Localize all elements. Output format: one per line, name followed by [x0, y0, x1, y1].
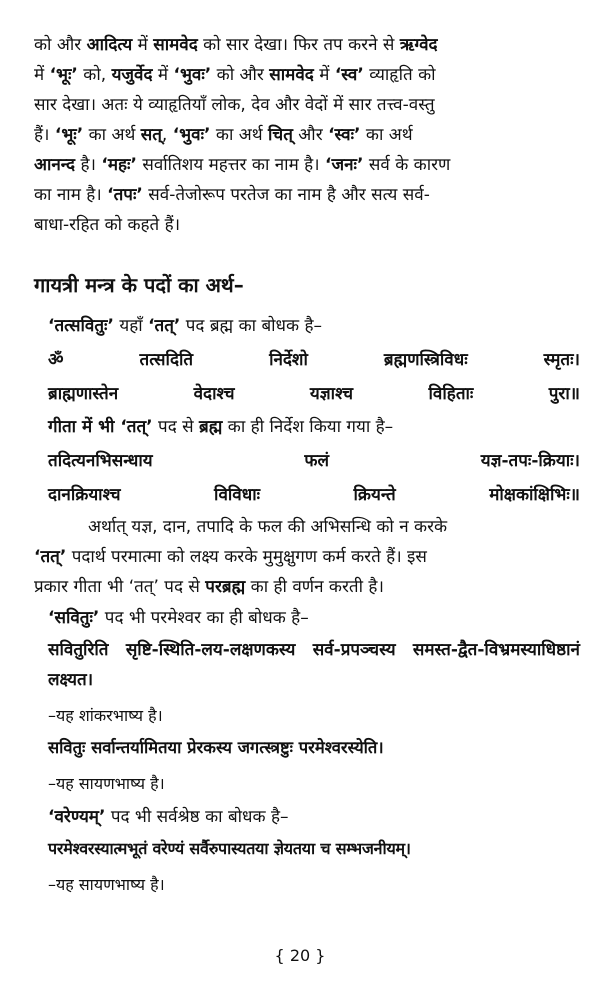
gita-verse-1-line-1: ॐ तत्सदिति निर्देशो ब्रह्मणस्त्रिविधः स्मृतः।	[48, 350, 580, 370]
intro-line: आनन्द है। ‘महः’ सर्वातिशय महत्तर का नाम है। ‘जनः’ सर्व के कारण	[34, 155, 451, 175]
savituh-intro: ‘सवितुः’ पद भी परमेश्वर का ही बोधक है–	[48, 608, 309, 628]
tatsavituh-intro: ‘तत्सवितुः’ यहाँ ‘तत्’ पद ब्रह्म का बोधक है–	[48, 316, 322, 336]
shankara-source: –यह शांकरभाष्य है।	[48, 706, 163, 725]
page-number: { 20 }	[274, 946, 326, 965]
gita-verse-1-line-2: ब्राह्मणास्तेन वेदाश्च यज्ञाश्च विहिताः पुरा॥	[48, 384, 580, 404]
sayana-quote-1: सवितुः सर्वान्तर्यामितया प्रेरकस्य जगत्स्त्रष्टुः परमेश्वरस्येति।	[48, 738, 384, 757]
sayana-source-2: –यह सायणभाष्य है।	[48, 875, 165, 894]
intro-line: सार देखा। अतः ये व्याहृतियाँ लोक, देव और वेदों में सार तत्त्व-वस्तु	[34, 95, 435, 115]
shankara-quote: सवितुरिति सृष्टि-स्थिति-लय-लक्षणकस्य सर्व-प्रपञ्चस्य समस्त-द्वैत-विभ्रमस्याधिष्ठानं लक्ष्यत।	[48, 640, 580, 690]
explanation-line: अर्थात् यज्ञ, दान, तपादि के फल की अभिसन्धि को न करके	[88, 517, 448, 537]
intro-line: बाधा-रहित को कहते हैं।	[34, 215, 181, 235]
sayana-quote-2: परमेश्वरस्यात्मभूतं वरेण्यं सर्वैरुपास्यतया ज्ञेयतया च सम्भजनीयम्।	[48, 839, 411, 858]
document-body	[34, 30, 580, 902]
intro-line: हैं। ‘भूः’ का अर्थ सत्, ‘भुवः’ का अर्थ चित् और ‘स्वः’ का अर्थ	[34, 125, 413, 145]
intro-line: का नाम है। ‘तपः’ सर्व-तेजोरूप परतेज का नाम है और सत्य सर्व-	[34, 185, 430, 205]
gita-note: गीता में भी ‘तत्’ पद से ब्रह्म का ही निर्देश किया गया है–	[48, 417, 394, 437]
section-heading: गायत्री मन्त्र के पदों का अर्थ–	[34, 273, 244, 297]
explanation-line: ‘तत्’ पदार्थ परमात्मा को लक्ष्य करके मुमुक्षुगण कर्म करते हैं। इस	[34, 547, 427, 567]
varenyam-intro: ‘वरेण्यम्’ पद भी सर्वश्रेष्ठ का बोधक है–	[48, 807, 289, 827]
intro-line: को और आदित्य में सामवेद को सार देखा। फिर तप करने से ऋग्वेद	[34, 35, 438, 55]
explanation-line: प्रकार गीता भी ‘तत्’ पद से परब्रह्म का ही वर्णन करती है।	[34, 577, 384, 597]
explanation-paragraph	[34, 512, 580, 602]
gita-verse-2-line-2: दानक्रियाश्च विविधाः क्रियन्ते मोक्षकांक्षिभिः॥	[48, 485, 580, 505]
intro-line: में ‘भूः’ को, यजुर्वेद में ‘भुवः’ को और सामवेद में ‘स्व’ व्याहृति को	[34, 65, 436, 85]
sayana-source-1: –यह सायणभाष्य है।	[48, 774, 165, 793]
gita-verse-2-line-1: तदित्यनभिसन्धाय फलं यज्ञ-तपः-क्रियाः।	[48, 451, 580, 471]
intro-paragraph	[34, 30, 580, 240]
